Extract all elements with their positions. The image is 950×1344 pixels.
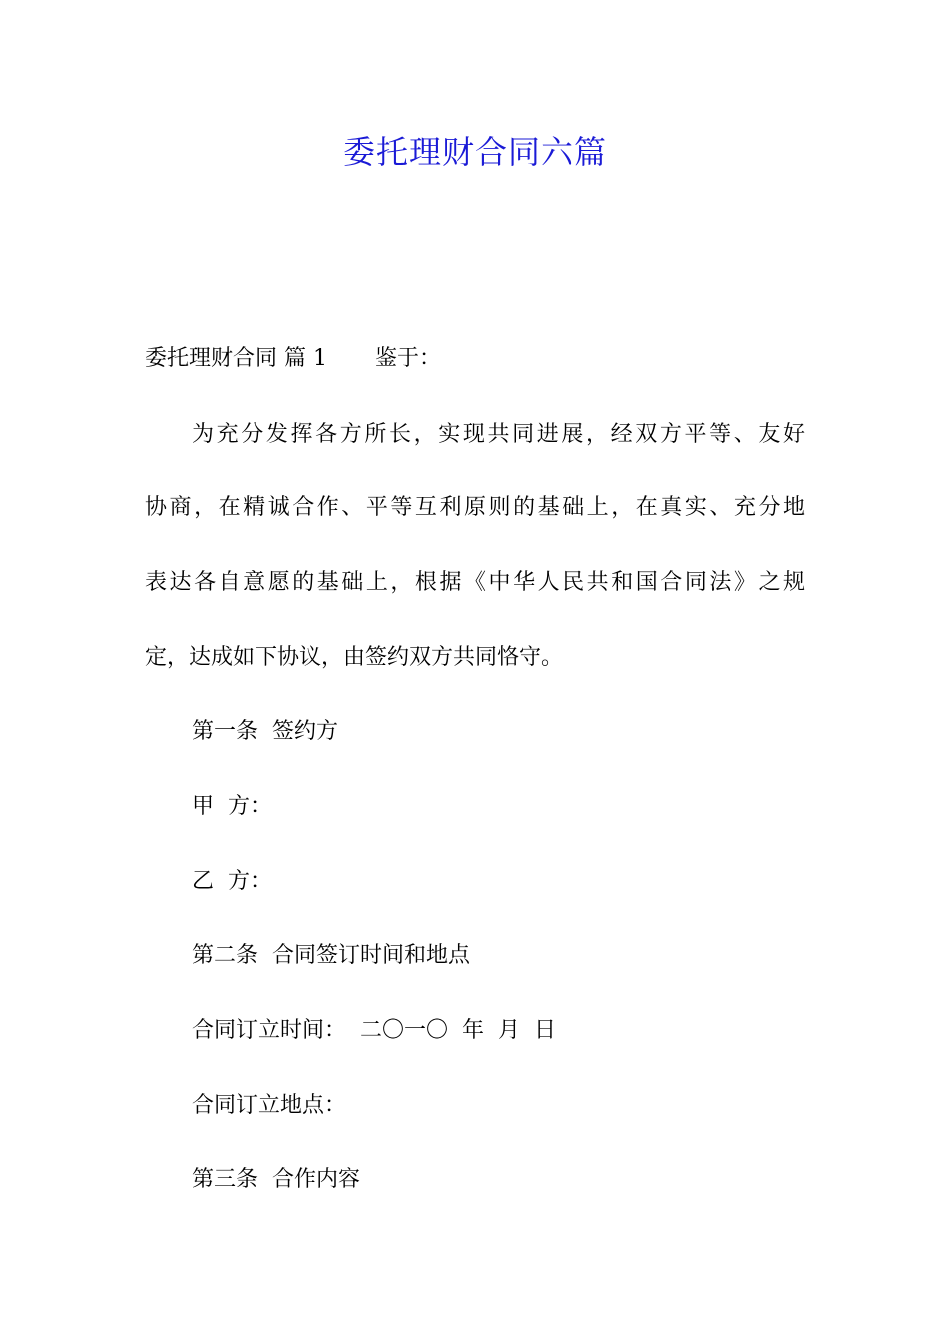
paragraph-line-1: 为充分发挥各方所长，实现共同进展，经双方平等、友好	[192, 422, 805, 447]
party-a-line: 甲 方：	[192, 794, 272, 819]
article-3-title: 第三条 合作内容	[192, 1167, 360, 1192]
contract-time-line: 合同订立时间： 二〇一〇 年 月 日	[192, 1018, 556, 1043]
paragraph-line-3: 表达各自意愿的基础上，根据《中华人民共和国合同法》之规	[145, 570, 805, 595]
part-label: 篇 1	[284, 346, 328, 371]
article-2-title: 第二条 合同签订时间和地点	[192, 943, 470, 968]
document-title: 委托理财合同六篇	[342, 133, 607, 171]
section-heading	[145, 344, 441, 374]
contract-place-line: 合同订立地点：	[192, 1093, 347, 1118]
contract-name: 委托理财合同	[145, 346, 278, 371]
party-b-line: 乙 方：	[192, 869, 272, 894]
paragraph-line-4: 定，达成如下协议，由签约双方共同恪守。	[145, 645, 564, 670]
article-1-title: 第一条 签约方	[192, 719, 338, 744]
paragraph-line-2: 协商，在精诚合作、平等互利原则的基础上，在真实、充分地	[145, 495, 805, 520]
whereas-label: 鉴于：	[375, 346, 442, 371]
